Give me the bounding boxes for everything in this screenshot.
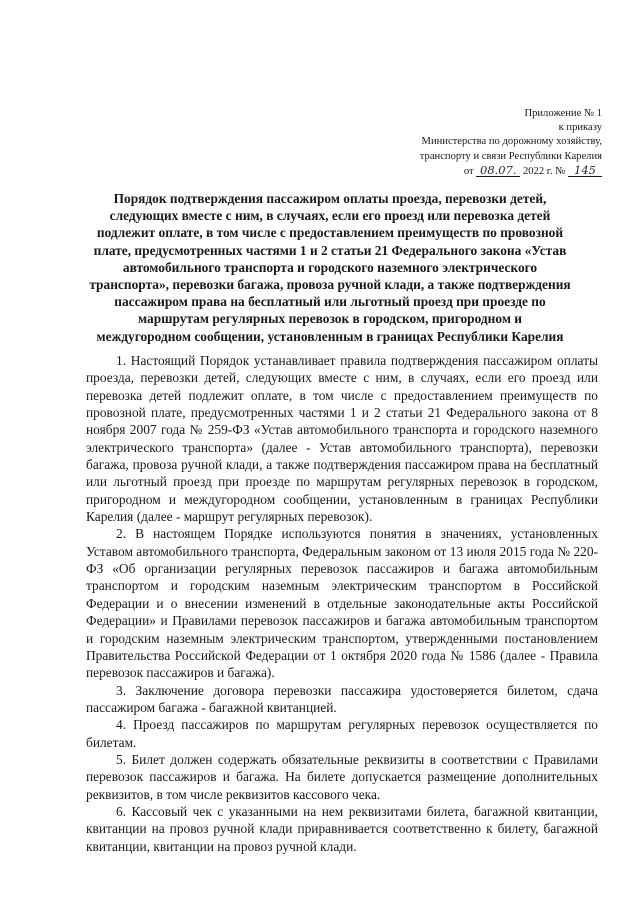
paragraph-6: 6. Кассовый чек с указанными на нем реквизитами билета, багажной квитанции, квитанции на провоз ручной клади приравнивается соответственно к билету, багажной квитанции, квитанции на провоз ручной клади. xyxy=(86,803,598,854)
paragraph-1: 1. Настоящий Порядок устанавливает правила подтверждения пассажиром оплаты проезда, перевозки детей, следующих вместе с ним, в случаях, если его проезд или перевозка детей подлежит оплате, в том числе с предоставлением преимуществ по провозной плате, предусмотренных частями 1 и 2 статьи 21 Федерального закона от 8 ноября 2007 года № 259-ФЗ «Устав автомобильного транспорта и городского наземного электрического транспорта» (далее - Устав автомобильного транспорта), перевозки багажа, провоза ручной клади, а также подтверждения пассажиром права на бесплатный или льготный проезд при проезде по маршрутам регулярных перевозок в городском, пригородном и междугородном сообщении, установленным в границах Республики Карелия (далее - маршрут регулярных перевозок). xyxy=(86,353,598,525)
title-line: автомобильного транспорта и городского наземного электрического xyxy=(122,259,538,275)
year-number-label: 2022 г. № xyxy=(522,165,566,177)
title-line: маршрутам регулярных перевозок в городском, пригородном и xyxy=(137,311,523,327)
ministry-line-2: транспорту и связи Республики Карелия xyxy=(419,150,602,162)
title-line: междугородном сообщении, установленным в границах Республики Карелия xyxy=(96,328,564,344)
handwritten-date: 08.07. xyxy=(476,164,520,177)
order-date-line xyxy=(342,164,602,179)
title-line: следующих вместе с ним, в случаях, если его проезд или перевозка детей xyxy=(109,208,551,224)
paragraph-2: 2. В настоящем Порядке используются понятия в значениях, установленных Уставом автомобильного транспорта, Федеральным законом от 13 июля 2015 года № 220-ФЗ «Об организации регулярных перевозок пассажиров и багажа автомобильным транспортом и городским наземным электрическим транспортом в Российской Федерации и о внесении изменений в отдельные законодательные акты Российской Федерации» и Правилами перевозок пассажиров и багажа автомобильным транспортом и городским наземным электрическим транспортом, утвержденными постановлением Правительства Российской Федерации от 1 октября 2020 года № 1586 (далее - Правила перевозок пассажиров и багажа). xyxy=(86,526,598,681)
title-line: Порядок подтверждения пассажиром оплаты проезда, перевозки детей, xyxy=(113,191,547,206)
appendix-header xyxy=(342,107,602,179)
title-line: подлежит оплате, в том числе с предоставлением преимуществ по провозной xyxy=(96,225,564,241)
document-title xyxy=(84,190,576,345)
title-line: пассажиром права на бесплатный или льготный проезд при проезде по xyxy=(114,294,546,310)
date-prefix: от xyxy=(463,165,474,177)
paragraph-3: 3. Заключение договора перевозки пассажира удостоверяется билетом, сдача пассажиром багажа - багажной квитанцией. xyxy=(86,682,598,715)
appendix-label: Приложение № 1 xyxy=(524,108,602,119)
paragraph-4: 4. Проезд пассажиров по маршрутам регулярных перевозок осуществляется по билетам. xyxy=(86,717,598,750)
paragraph-5: 5. Билет должен содержать обязательные реквизиты в соответствии с Правилами перевозок пассажиров и багажа. На билете допускается размещение дополнительных реквизитов, в том числе реквизитов кассового чека. xyxy=(86,751,598,802)
handwritten-number: 145 xyxy=(568,164,602,177)
title-line: плате, предусмотренных частями 1 и 2 статьи 21 Федерального закона «Устав xyxy=(93,242,567,258)
title-line: транспорта», перевозки багажа, провоза ручной клади, а также подтверждения xyxy=(89,277,571,293)
to-order-label: к приказу xyxy=(558,122,602,134)
document-body xyxy=(86,352,598,855)
ministry-line-1: Министерства по дорожному хозяйству, xyxy=(421,136,602,148)
